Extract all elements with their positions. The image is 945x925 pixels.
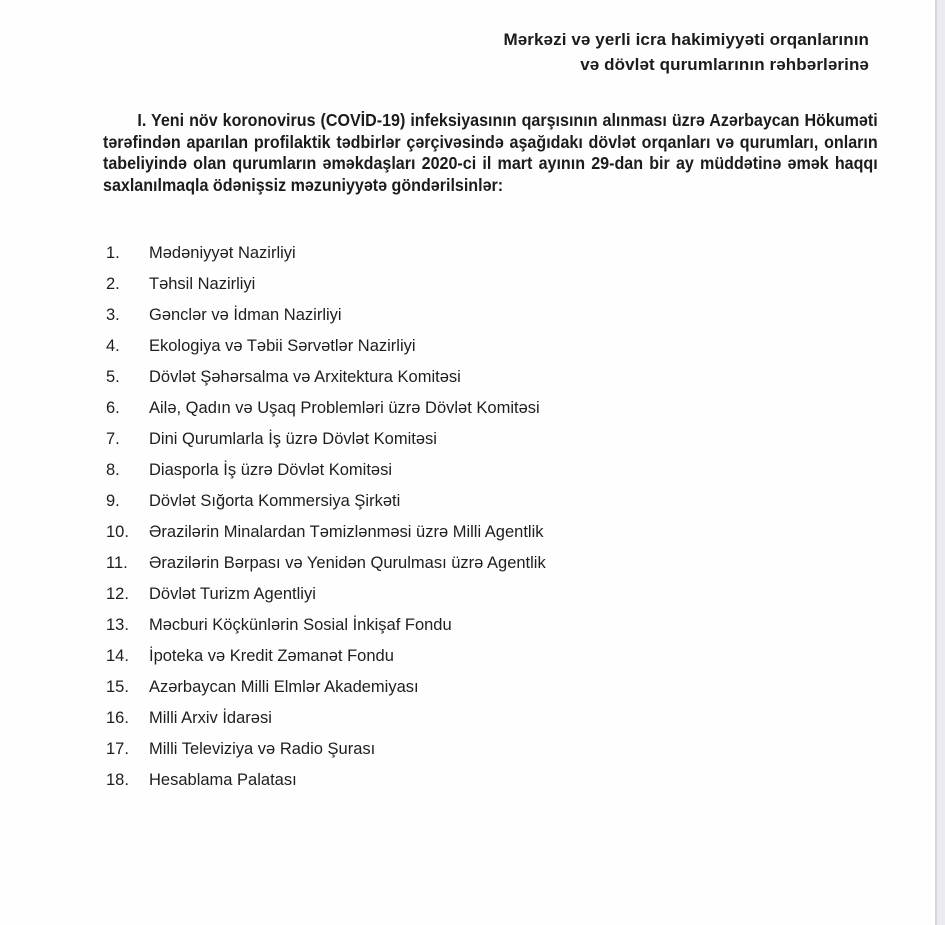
item-number: 6. [106, 399, 120, 417]
item-number: 7. [106, 430, 120, 448]
item-label: Ekologiya və Təbii Sərvətlər Nazirliyi [149, 337, 416, 355]
item-label: Gənclər və İdman Nazirliyi [149, 306, 342, 324]
item-number: 18. [106, 771, 129, 789]
list-item [106, 517, 546, 548]
item-label: Məcburi Köçkünlərin Sosial İnkişaf Fondu [149, 616, 452, 634]
item-label: Ərazilərin Bərpası və Yenidən Qurulması üzrə Agentlik [149, 554, 546, 572]
item-label: Dini Qurumlarla İş üzrə Dövlət Komitəsi [149, 430, 437, 448]
item-number: 10. [106, 523, 129, 541]
item-number: 4. [106, 337, 120, 355]
item-number: 5. [106, 368, 120, 386]
list-item [106, 610, 546, 641]
list-item [106, 362, 546, 393]
item-number: 13. [106, 616, 129, 634]
item-label: Ərazilərin Minalardan Təmizlənməsi üzrə Milli Agentlik [149, 523, 544, 541]
item-label: Dövlət Şəhərsalma və Arxitektura Komitəsi [149, 368, 461, 386]
item-number: 9. [106, 492, 120, 510]
item-number: 14. [106, 647, 129, 665]
item-label: Dövlət Turizm Agentliyi [149, 585, 316, 603]
item-number: 11. [106, 554, 128, 572]
list-item [106, 641, 546, 672]
item-number: 17. [106, 740, 129, 758]
list-item [106, 393, 546, 424]
decree-paragraph: I. Yeni növ koronovirus (COVİD-19) infeksiyasının qarşısının alınması üzrə Azərbaycan Hökuməti tərəfindən aparılan profilaktik tədbirlər çərçivəsində aşağıdakı dövlət orqanları və qurumları, onların tabeliyində olan qurumların əməkdaşları 2020-ci il mart ayının 29-dan bir ay müddətinə əmək haqqı saxlanılmaqla ödənişsiz məzuniyyətə göndərilsinlər: [103, 110, 878, 195]
list-item [106, 269, 546, 300]
item-label: Azərbaycan Milli Elmlər Akademiyası [149, 678, 419, 696]
list-item [106, 300, 546, 331]
item-label: Təhsil Nazirliyi [149, 275, 256, 293]
addressee-line-2: və dövlət qurumlarının rəhbərlərinə [580, 55, 869, 74]
item-number: 16. [106, 709, 129, 727]
list-item [106, 703, 546, 734]
addressee-line-1: Mərkəzi və yerli icra hakimiyyəti orqanlarının [503, 30, 869, 49]
item-label: Diasporla İş üzrə Dövlət Komitəsi [149, 461, 393, 479]
list-item [106, 455, 546, 486]
item-number: 3. [106, 306, 120, 324]
item-label: Hesablama Palatası [149, 771, 297, 789]
item-number: 12. [106, 585, 129, 603]
item-label: Ailə, Qadın və Uşaq Problemləri üzrə Dövlət Komitəsi [149, 399, 540, 417]
item-number: 8. [106, 461, 120, 479]
agency-list [106, 238, 546, 796]
item-label: Dövlət Sığorta Kommersiya Şirkəti [149, 492, 401, 510]
list-item [106, 672, 546, 703]
list-item [106, 486, 546, 517]
item-number: 2. [106, 275, 120, 293]
list-item [106, 424, 546, 455]
list-item [106, 548, 546, 579]
page-edge-strip [935, 0, 945, 925]
item-number: 15. [106, 678, 129, 696]
list-item [106, 238, 546, 269]
item-label: Milli Arxiv İdarəsi [149, 709, 272, 727]
list-item [106, 579, 546, 610]
list-item [106, 331, 546, 362]
item-label: İpoteka və Kredit Zəmanət Fondu [149, 647, 394, 665]
item-number: 1. [106, 244, 120, 262]
addressee-block [503, 27, 869, 77]
item-label: Mədəniyyət Nazirliyi [149, 244, 296, 262]
list-item [106, 734, 546, 765]
list-item [106, 765, 546, 796]
item-label: Milli Televiziya və Radio Şurası [149, 740, 376, 758]
